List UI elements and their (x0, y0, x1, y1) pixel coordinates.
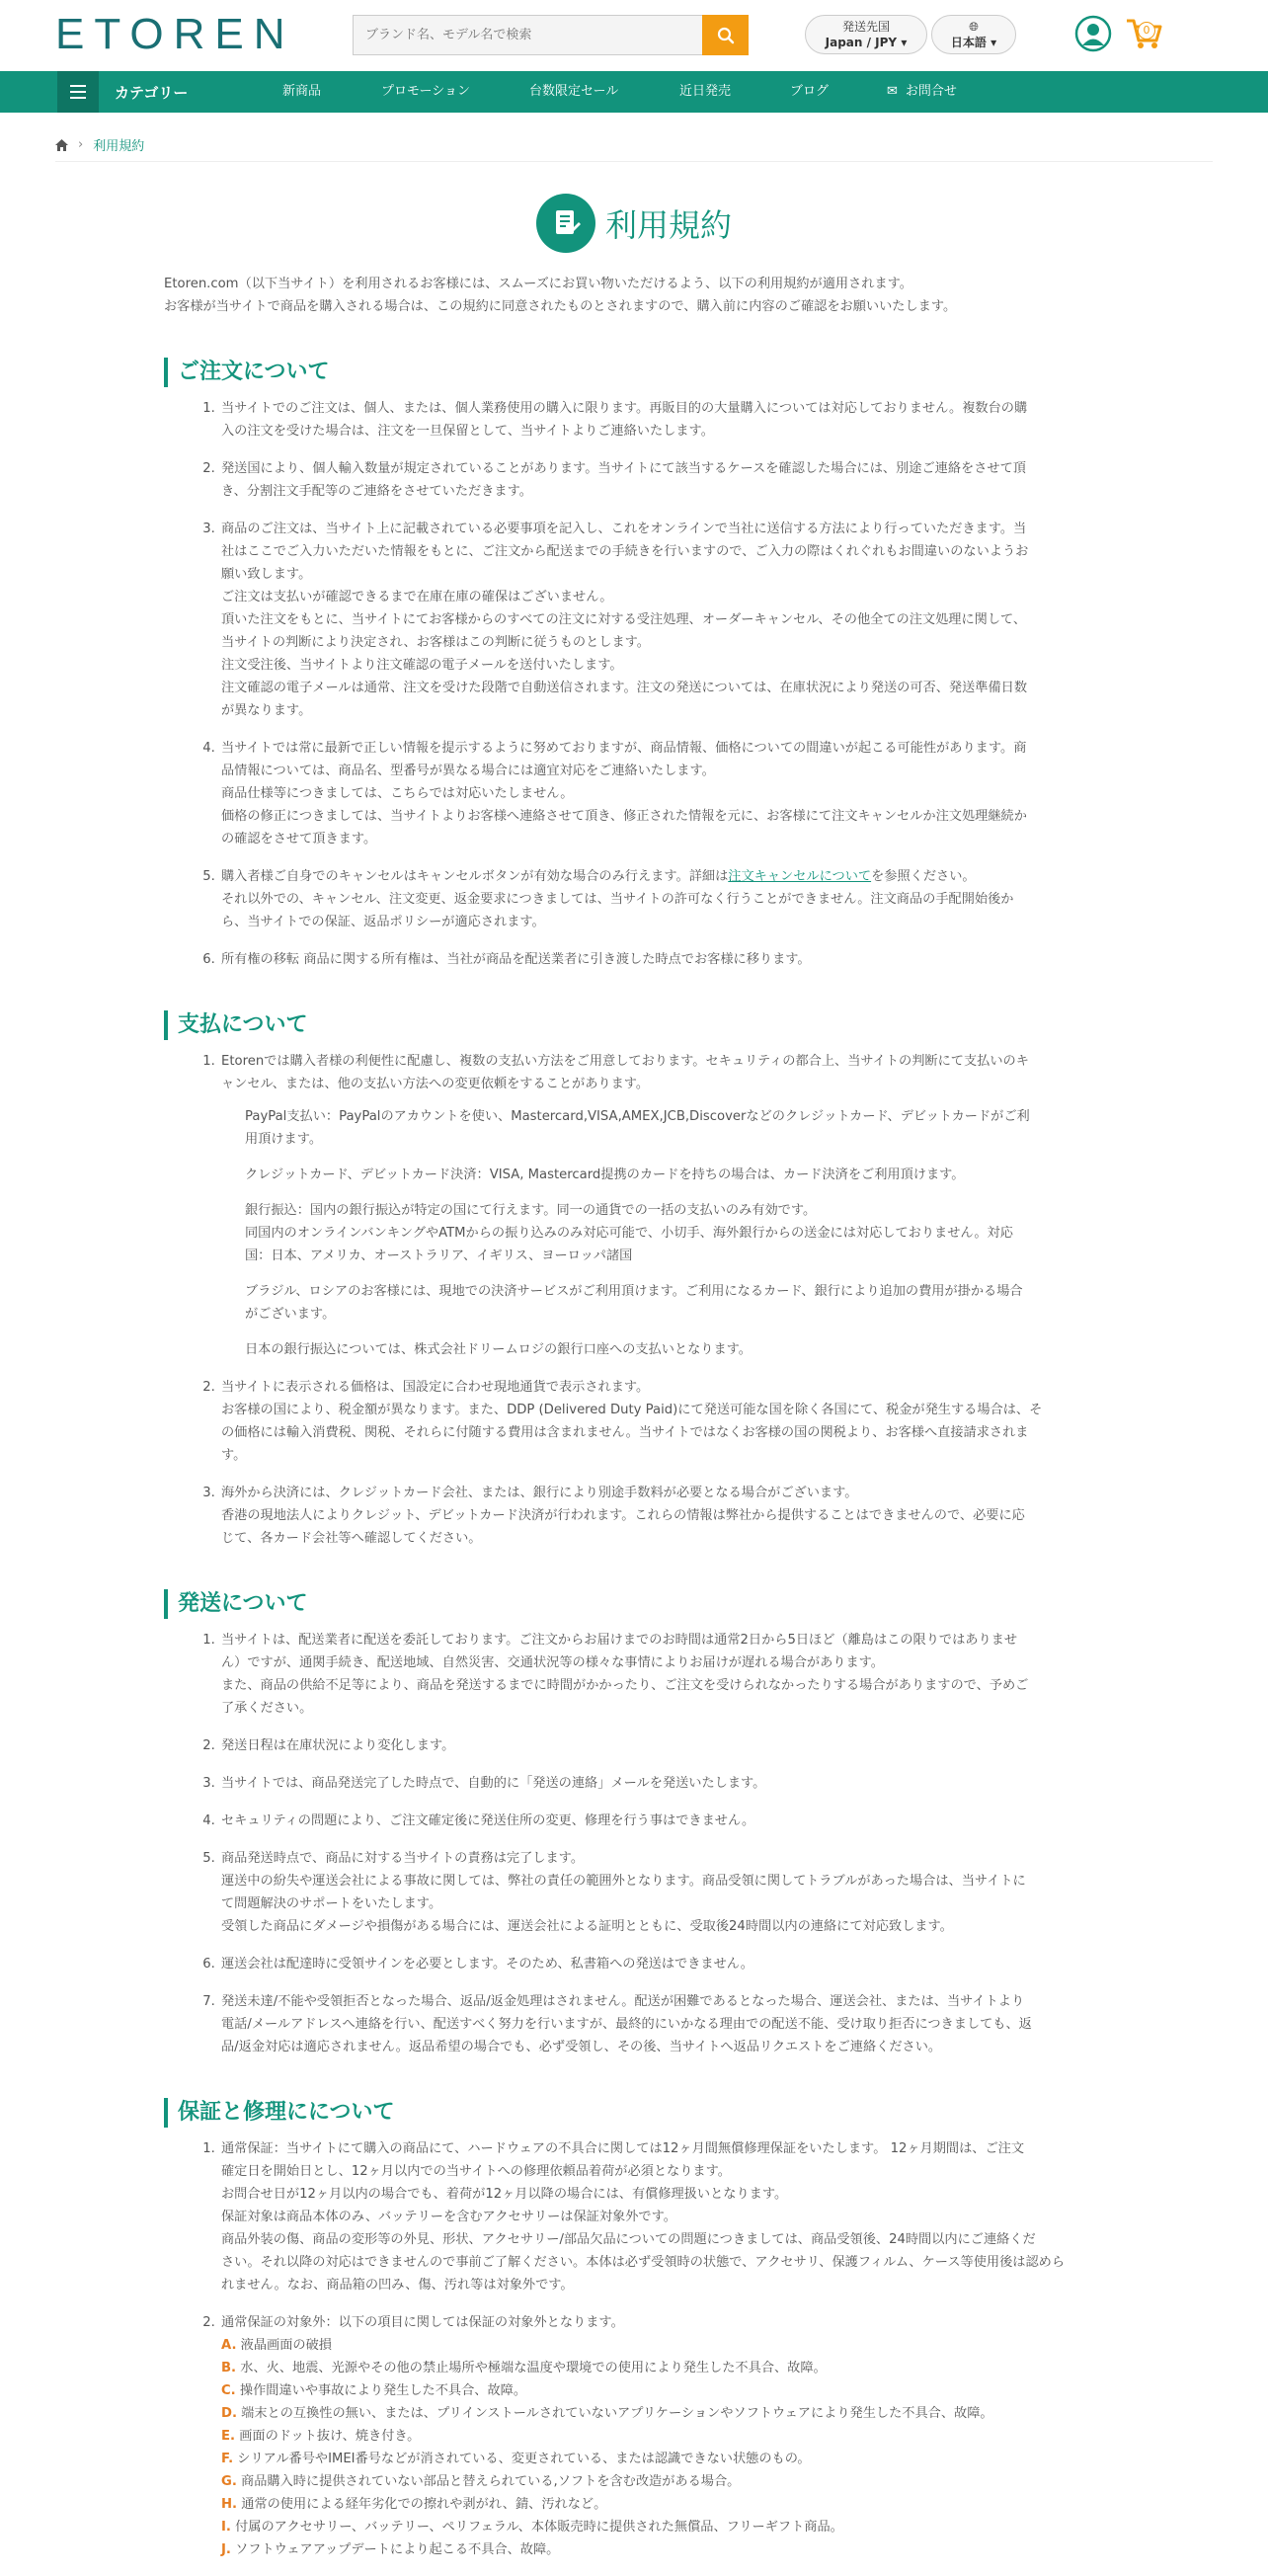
item-line: て問題解決のサポートをいたします。 (221, 1896, 442, 1911)
item-line: 受領した商品にダメージや損傷がある場合には、運送会社による証明とともに、受取後24時間以内の連絡にて対応致します。 (221, 1919, 953, 1934)
language-selector[interactable] (931, 15, 1016, 54)
item-line: じて、各カード会社等へ確認してください。 (221, 1531, 482, 1546)
item-line: 銀行振込：国内の銀行振込が特定の国にて行えます。同一の通貨での一括の支払いのみ有効です。 (245, 1203, 817, 1218)
payment-method (245, 1338, 1100, 1361)
item-line: お客様の国により、税金額が異なります。また、DDP (Delivered Duty Paid)にて発送可能な国を除く各国にて、税金が発生する場合は、そ (221, 1403, 1043, 1417)
payment-method (245, 1199, 1100, 1267)
item-line: 用頂けます。 (245, 1132, 323, 1147)
terms-content (164, 273, 1100, 2576)
list-item (219, 737, 1100, 850)
list-item (219, 2137, 1100, 2296)
order-cancel-link[interactable]: 注文キャンセルについて (728, 869, 872, 884)
document-icon (536, 194, 595, 253)
hamburger-icon (57, 71, 99, 113)
page-title-area (0, 194, 1268, 253)
list-item (219, 865, 1100, 933)
item-line: 6. 運送会社は配達時に受領サインを必要とします。そのため、私書箱への発送はできません。 (221, 1957, 753, 1972)
item-line: の価格には輸入消費税、関税、それらに付随する費用は含まれません。当サイトではなくお客様の国の関税より、お客様へ直接請求されま (221, 1425, 1029, 1440)
etoren-logo[interactable]: ETOREN (55, 10, 295, 58)
item-line: 電話/メールアドレスへ連絡を行い、配送すべく努力を行いますが、最終的にいかなる理由での配送不能、受け取り拒否につきましても、返 (221, 2017, 1032, 2032)
item-line: ん）ですが、通関手続き、配送地域、自然災害、交通状況等の様々な事情によりお届けが遅れる場合があります。 (221, 1655, 884, 1670)
item-line: 香港の現地法人によりクレジット、デビットカード決済が行われます。これらの情報は弊社から提供することはできませんので、必要に応 (221, 1508, 1025, 1523)
payment-methods (245, 1105, 1100, 1361)
section-heading-order: ご注文について (164, 358, 1100, 387)
shipping-label: 発送先国 (841, 20, 890, 34)
intro-text (164, 273, 1100, 318)
nav-new-products[interactable]: 新商品 (282, 84, 322, 99)
exclusion-letter: D. (221, 2406, 237, 2421)
item-line: 国：日本、アメリカ、オーストラリア、イギリス、ヨーロッパ諸国 (245, 1248, 633, 1263)
exclusion-text: 操作間違いや事故により発生した不具合、故障。 (239, 2383, 527, 2398)
home-icon[interactable] (55, 139, 68, 151)
account-button[interactable] (1074, 15, 1112, 56)
item-line: ご注文は支払いが確認できるまで在庫在庫の確保はございません。 (221, 590, 613, 604)
item-line: 4. 当サイトでは常に最新で正しい情報を提示するように努めておりますが、商品情報、価格についての間違いが起こる可能性があります。商 (221, 741, 1027, 756)
shipping-terms-list (219, 1629, 1100, 2058)
item-line: さい。それ以降の対応はできませんので事前ご了解ください。本体は必ず受領時の状態で、アクセサリ、保護フィルム、ケース等使用後は認めら (221, 2255, 1066, 2270)
nav-coming-soon[interactable]: 近日発売 (679, 84, 732, 99)
list-item (219, 1482, 1100, 1550)
item-line: 入の注文を受けた場合は、注文を一旦保留として、当サイトよりご連絡いたします。 (221, 424, 714, 439)
category-label: カテゴリー (115, 83, 189, 102)
item-line: ら、当サイトでの保証、返品ポリシーが適応されます。 (221, 915, 545, 929)
list-item (219, 1953, 1100, 1975)
exclusion-letter: H. (221, 2497, 238, 2512)
exclusion-item (221, 2402, 1100, 2425)
exclusion-item (221, 2448, 1100, 2470)
item-line: 3. 商品のご注文は、当サイト上に記載されている必要事項を記入し、これをオンラインで当社に送信する方法により行っていただきます。当 (221, 522, 1027, 536)
search-icon (717, 27, 735, 44)
exclusion-letter: J. (221, 2542, 231, 2557)
list-item (219, 518, 1100, 722)
globe-icon: 🌐︎ (969, 20, 979, 34)
list-item (219, 1050, 1100, 1361)
list-item (219, 1629, 1100, 1720)
list-item (219, 1990, 1100, 2058)
item-line: 願い致します。 (221, 567, 312, 582)
page-title: 利用規約 (604, 206, 732, 244)
exclusion-text: 通常の使用による経年劣化での擦れや剥がれ、錆、汚れなど。 (241, 2497, 607, 2512)
exclusion-text: 画面のドット抜け、焼き付き。 (239, 2429, 421, 2444)
list-item (219, 457, 1100, 503)
item-line: 確定日を開始日とし、12ヶ月以内での当サイトへの修理依頼品着荷が必須となります。 (221, 2164, 731, 2179)
intro-line: Etoren.com（以下当サイト）を利用されるお客様には、スムーズにお買い物いただけるよう、以下の利用規約が適用されます。 (164, 277, 912, 291)
chevron-down-icon: ▾ (901, 36, 908, 49)
top-header (0, 0, 1268, 71)
exclusion-item (221, 2334, 1100, 2357)
exclusion-text: 商品購入時に提供されていない部品と替えられている,ソフトを含む改造がある場合。 (241, 2474, 741, 2489)
payment-terms-list (219, 1050, 1100, 1550)
item-line: 3. 海外から決済には、クレジットカード会社、または、銀行により別途手数料が必要となる場合がございます。 (221, 1486, 858, 1500)
item-line: 2. 発送国により、個人輸入数量が規定されていることがあります。当サイトにて該当するケースを確認した場合には、別途ご連絡をさせて頂 (221, 461, 1026, 476)
item-line: 商品仕様等につきましては、こちらでは対応いたしません。 (221, 786, 574, 801)
exclusion-item (221, 2470, 1100, 2493)
category-menu-button[interactable] (57, 71, 188, 113)
section-heading-payment: 支払について (164, 1010, 1100, 1040)
item-text: を参照ください。 (871, 869, 976, 884)
item-line: き、分割注文手配等のご連絡をさせていただきます。 (221, 484, 532, 499)
list-item (219, 1847, 1100, 1938)
nav-contact[interactable] (887, 71, 957, 113)
order-terms-list (219, 397, 1100, 971)
payment-method (245, 1164, 1100, 1186)
exclusion-letter: B. (221, 2361, 237, 2375)
payment-method (245, 1280, 1100, 1326)
item-line: 同国内のオンラインバンキングやATMからの振り込みのみ対応可能で、小切手、海外銀行からの送金には対応しておりません。対応 (245, 1226, 1013, 1241)
list-item (219, 1772, 1100, 1795)
list-item (219, 1810, 1100, 1832)
main-nav (0, 71, 1268, 113)
item-line: 3. 当サイトでは、商品発送完了した時点で、自動的に「発送の連絡」メールを発送いたします。 (221, 1776, 766, 1791)
breadcrumb-separator-icon: › (78, 137, 84, 152)
item-line: 保証対象は商品本体のみ、バッテリーを含むアクセサリーは保証対象外です。 (221, 2210, 676, 2224)
exclusion-letter: C. (221, 2383, 236, 2398)
item-text: 購入者様ご自身でのキャンセルはキャンセルボタンが有効な場合のみ行えます。詳細は (221, 869, 729, 884)
exclusion-text: 端末との互換性の無い、または、プリインストールされていないアプリケーションやソフトウェアにより発生した不具合、故障。 (241, 2406, 993, 2421)
item-line: 1. Etorenでは購入者様の利便性に配慮し、複数の支払い方法をご用意しております。セキュリティの都合上、当サイトの判断にて支払いのキ (221, 1054, 1029, 1069)
item-line: 日本の銀行振込については、株式会社ドリームロジの銀行口座への支払いとなります。 (245, 1342, 752, 1357)
item-line: それ以外での、キャンセル、注文変更、返金要求につきましては、当サイトの許可なく行うことができません。注文商品の手配開始後か (221, 892, 1014, 907)
exclusion-item (221, 2493, 1100, 2516)
shipping-country-selector[interactable] (805, 15, 927, 54)
item-line: お問合せ日が12ヶ月以内の場合でも、着荷が12ヶ月以降の場合には、有償修理扱いとなります。 (221, 2187, 788, 2202)
divider (55, 161, 1213, 162)
item-line (221, 865, 1100, 888)
exclusion-item (221, 2357, 1100, 2379)
item-line: 6. 所有権の移転 商品に関する所有権は、当社が商品を配送業者に引き渡した時点でお客様に移ります。 (221, 952, 811, 967)
nav-limited-sale[interactable]: 台数限定セール (529, 84, 619, 99)
user-icon (1074, 15, 1112, 52)
exclusion-text: ソフトウェアアップデートにより起こる不具合、故障。 (235, 2542, 560, 2557)
shipping-value: Japan / JPY (825, 36, 898, 49)
item-line: クレジットカード、デビットカード決済：VISA, Mastercard提携のカードを持ちの場合は、カード決済をご利用頂けます。 (245, 1167, 965, 1182)
item-line: また、商品の供給不足等により、商品を発送するまでに時間がかかったり、ご注文を受けられなかったりする場合がありますので、予めご (221, 1678, 1029, 1693)
exclusion-text: シリアル番号やIMEI番号などが消されている、変更されている、または認識できない状態のもの。 (237, 2452, 811, 2466)
exclusion-item (221, 2538, 1100, 2561)
item-line: PayPal支払い：PayPalのアカウントを使い、Mastercard,VISA,AMEX,JCB,Discoverなどのクレジットカード、デビットカードがご利 (245, 1109, 1030, 1124)
exclusion-item (221, 2516, 1100, 2538)
search-input[interactable] (353, 15, 702, 55)
item-line: 品情報については、商品名、型番号が異なる場合には適宜対応をご連絡いたします。 (221, 764, 715, 778)
intro-line: お客様が当サイトで商品を購入される場合は、この規約に同意されたものとされますので、購入前に内容のご確認をお願いいたします。 (164, 299, 957, 314)
list-item (219, 948, 1100, 971)
nav-promotions[interactable]: プロモーション (381, 84, 470, 99)
item-line: 1. 当サイトでのご注文は、個人、または、個人業務使用の購入に限ります。再販目的の大量購入については対応しておりません。複数台の購 (221, 401, 1028, 416)
item-line: の確認をさせて頂きます。 (221, 832, 377, 846)
exclusion-letter: I. (221, 2520, 231, 2535)
item-line: 運送中の紛失や運送会社による事故に関しては、弊社の責任の範囲外となります。商品受領に関してトラブルがあった場合は、当サイトに (221, 1874, 1026, 1889)
warranty-terms-list (219, 2137, 1100, 2561)
item-line: 7. 発送未達/不能や受領拒否となった場合、返品/返金処理はされません。配送が困難であるとなった場合、運送会社、または、当サイトより (221, 1994, 1025, 2009)
item-line: 注文受注後、当サイトより注文確認の電子メールを送付いたします。 (221, 658, 623, 673)
item-line: 2. 当サイトに表示される価格は、国設定に合わせ現地通貨で表示されます。 (221, 1380, 650, 1395)
breadcrumb (55, 135, 144, 154)
list-item (219, 1734, 1100, 1757)
exclusion-letter: F. (221, 2452, 234, 2466)
breadcrumb-current[interactable]: 利用規約 (93, 139, 145, 154)
item-line: 商品外装の傷、商品の変形等の外見、形状、アクセサリー/部品欠品についての問題につきましては、商品受領後、24時間以内にご連絡くだ (221, 2232, 1036, 2247)
item-line: 5. 商品発送時点で、商品に対する当サイトの責務は完了します。 (221, 1851, 585, 1866)
item-line: 頂いた注文をもとに、当サイトにてお客様からのすべての注文に対する受注処理、オーダーキャンセル、その他全ての注文処理に関して、 (221, 612, 1027, 627)
exclusion-letter: G. (221, 2474, 237, 2489)
item-line: ャンセル、または、他の支払い方法への変更依頼をすることがあります。 (221, 1077, 650, 1091)
search-button[interactable] (702, 15, 749, 55)
payment-method (245, 1105, 1100, 1151)
item-line: 2. 通常保証の対象外：以下の項目に関しては保証の対象外となります。 (221, 2315, 624, 2330)
item-line: 品/返金対応は適応されません。返品希望の場合でも、必ず受領し、その後、当サイトへ返品リクエストをご連絡ください。 (221, 2040, 942, 2054)
item-line: 当サイトの判断により決定され、お客様はこの判断に従うものとします。 (221, 635, 650, 650)
exclusion-item (221, 2379, 1100, 2402)
language-value: 日本語 (950, 36, 987, 49)
search-bar (353, 15, 749, 55)
list-item (219, 2311, 1100, 2561)
item-line: 価格の修正につきましては、当サイトよりお客様へ連絡させて頂き、修正された情報を元に、お客様にて注文キャンセルか注文処理継続か (221, 809, 1027, 824)
item-line: す。 (221, 1448, 247, 1463)
item-line: れません。なお、商品箱の凹み、傷、汚れ等は対象外です。 (221, 2278, 574, 2293)
exclusion-letter: A. (221, 2338, 237, 2353)
item-line: がございます。 (245, 1307, 336, 1322)
item-line: 了承ください。 (221, 1701, 313, 1716)
item-line: ブラジル、ロシアのお客様には、現地での決済サービスがご利用頂けます。ご利用になるカード、銀行により追加の費用が掛かる場合 (245, 1284, 1023, 1299)
chevron-down-icon: ▾ (991, 36, 997, 49)
item-line: 1. 通常保証：当サイトにて購入の商品にて、ハードウェアの不具合に関しては12ヶ月間無償修理保証をいたします。 12ヶ月期間は、ご注文 (221, 2141, 1025, 2156)
section-heading-shipping: 発送について (164, 1589, 1100, 1619)
item-line: 1. 当サイトは、配送業者に配送を委託しております。ご注文からお届けまでのお時間は通常2日から5日ほど（離島はこの限りではありませ (221, 1633, 1018, 1648)
item-line: 4. セキュリティの問題により、ご注文確定後に発送住所の変更、修理を行う事はできません。 (221, 1813, 755, 1828)
exclusion-text: 液晶画面の破損 (240, 2338, 332, 2353)
nav-blog[interactable]: ブログ (790, 84, 830, 99)
exclusion-text: 付属のアクセサリー、バッテリー、ペリフェラル、本体販売時に提供された無償品、フリーギフト商品。 (235, 2520, 843, 2535)
exclusion-item (221, 2425, 1100, 2448)
section-heading-warranty: 保証と修理にについて (164, 2098, 1100, 2128)
item-line: が異なります。 (221, 703, 312, 718)
item-line: 2. 発送日程は在庫状況により変化します。 (221, 1738, 455, 1753)
list-item (219, 397, 1100, 443)
exclusion-letter: E. (221, 2429, 236, 2444)
nav-contact-label: お問合せ (905, 84, 957, 99)
list-item (219, 1376, 1100, 1467)
exclusion-list (221, 2334, 1100, 2561)
cart-count-badge: 0 (1138, 22, 1155, 40)
exclusion-text: 水、火、地震、光源やその他の禁止場所や極端な温度や環境での使用により発生した不具合、故障。 (240, 2361, 827, 2375)
item-line: 社はここでご入力いただいた情報をもとに、ご注文から配送までの手続きを行いますので、ご入力の際はくれぐれもお間違いのないようお (221, 544, 1029, 559)
item-line: 注文確認の電子メールは通常、注文を受けた段階で自動送信されます。注文の発送については、在庫状況により発送の可否、発送準備日数 (221, 681, 1028, 695)
envelope-icon: ✉ (887, 84, 898, 99)
